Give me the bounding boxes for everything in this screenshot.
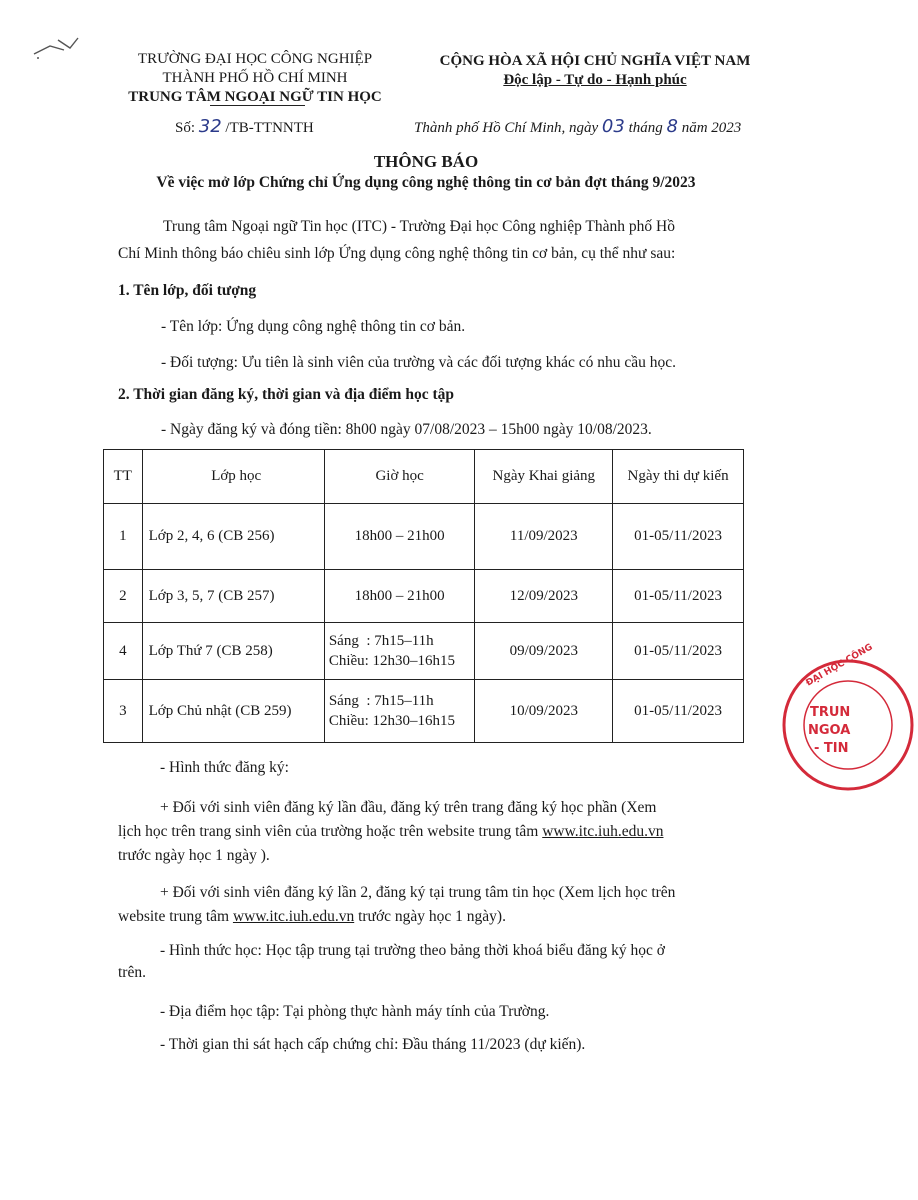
exam-time: - Thời gian thi sát hạch cấp chứng chỉ: Đầu tháng 11/2023 (dự kiến). bbox=[160, 1036, 586, 1053]
table-header-row bbox=[104, 450, 744, 504]
second-time-text-pre: website trung tâm bbox=[118, 908, 230, 925]
second-time-line-1: + Đối với sinh viên đăng ký lần 2, đăng ký tại trung tâm tin học (Xem lịch học trên bbox=[160, 884, 676, 901]
cell-open-date: 11/09/2023 bbox=[475, 504, 613, 570]
second-time-text-post: trước ngày học 1 ngày). bbox=[358, 908, 506, 925]
date-prefix: Thành phố Hồ Chí Minh, ngày bbox=[414, 120, 599, 136]
cell-time: 18h00 – 21h00 bbox=[324, 570, 475, 623]
section-1-item-audience: - Đối tượng: Ưu tiên là sinh viên của trường và các đối tượng khác có nhu cầu học. bbox=[161, 354, 677, 371]
cell-class: Lớp 3, 5, 7 (CB 257) bbox=[142, 570, 324, 623]
cell-tt: 1 bbox=[104, 504, 143, 570]
registration-period: - Ngày đăng ký và đóng tiền: 8h00 ngày 07/08/2023 – 15h00 ngày 10/08/2023. bbox=[161, 421, 652, 438]
first-time-text: lịch học trên trang sinh viên của trường hoặc trên website trung tâm bbox=[118, 823, 539, 840]
cell-exam-date: 01-05/11/2023 bbox=[613, 504, 744, 570]
cell-time-afternoon: Chiều: 12h30–16h15 bbox=[328, 713, 456, 729]
cell-class: Lớp 2, 4, 6 (CB 256) bbox=[142, 504, 324, 570]
issuer-university: TRƯỜNG ĐẠI HỌC CÔNG NGHIỆP bbox=[137, 51, 373, 67]
col-header-time: Giờ học bbox=[324, 450, 475, 504]
doc-number-suffix: /TB-TTNNTH bbox=[225, 120, 314, 136]
official-stamp bbox=[778, 642, 875, 794]
document-number bbox=[175, 116, 314, 137]
cell-tt: 4 bbox=[104, 623, 143, 680]
issuer-block bbox=[110, 50, 400, 107]
col-header-class: Lớp học bbox=[142, 450, 324, 504]
doc-number-prefix: Số: bbox=[175, 120, 196, 136]
table-row bbox=[104, 623, 744, 680]
cell-time bbox=[324, 623, 475, 680]
stamp-line-3: - TIN bbox=[814, 741, 849, 756]
center-website-link[interactable]: www.itc.iuh.edu.vn bbox=[232, 908, 355, 925]
pen-mark bbox=[30, 32, 90, 62]
cell-time bbox=[324, 680, 475, 743]
issuer-underline bbox=[210, 105, 305, 106]
cell-class: Lớp Thứ 7 (CB 258) bbox=[142, 623, 324, 680]
cell-open-date: 09/09/2023 bbox=[475, 623, 613, 680]
date-day: 03 bbox=[601, 116, 625, 137]
document-date bbox=[414, 116, 741, 137]
study-form-line-2: trên. bbox=[118, 964, 146, 981]
col-header-tt: TT bbox=[104, 450, 143, 504]
cell-exam-date: 01-05/11/2023 bbox=[613, 570, 744, 623]
cell-time: 18h00 – 21h00 bbox=[324, 504, 475, 570]
issuer-city: THÀNH PHỐ HỒ CHÍ MINH bbox=[162, 70, 348, 86]
stamp-ring-text: ĐẠI HỌC CÔNG bbox=[804, 642, 875, 689]
cell-tt: 2 bbox=[104, 570, 143, 623]
cell-time-morning: Sáng : 7h15–11h bbox=[328, 693, 434, 709]
cell-time-morning: Sáng : 7h15–11h bbox=[328, 633, 434, 649]
first-time-line-2 bbox=[118, 821, 663, 843]
cell-open-date: 10/09/2023 bbox=[475, 680, 613, 743]
study-form-line-1: - Hình thức học: Học tập trung tại trường theo bảng thời khoá biểu đăng ký học ở bbox=[160, 942, 665, 959]
national-name: CỘNG HÒA XÃ HỘI CHỦ NGHĨA VIỆT NAM bbox=[439, 53, 751, 69]
col-header-open: Ngày Khai giảng bbox=[475, 450, 613, 504]
issuer-center-name: TRUNG TÂM NGOẠI NGỮ TIN HỌC bbox=[128, 89, 382, 105]
cell-exam-date: 01-05/11/2023 bbox=[613, 623, 744, 680]
section-1-heading: 1. Tên lớp, đối tượng bbox=[118, 282, 257, 299]
national-motto-block bbox=[415, 52, 775, 90]
doc-number-handwritten: 32 bbox=[198, 116, 222, 137]
col-header-exam: Ngày thi dự kiến bbox=[613, 450, 744, 504]
section-1-item-name: - Tên lớp: Ứng dụng công nghệ thông tin cơ bản. bbox=[161, 318, 466, 335]
table-row bbox=[104, 504, 744, 570]
stamp-line-1: TRUN bbox=[810, 705, 851, 720]
cell-open-date: 12/09/2023 bbox=[475, 570, 613, 623]
date-month: 8 bbox=[666, 116, 678, 137]
table-row bbox=[104, 680, 744, 743]
stamp-seal bbox=[778, 642, 918, 794]
cell-time-afternoon: Chiều: 12h30–16h15 bbox=[328, 653, 456, 669]
second-time-line-2 bbox=[118, 906, 506, 928]
cell-class: Lớp Chủ nhật (CB 259) bbox=[142, 680, 324, 743]
section-2-heading: 2. Thời gian đăng ký, thời gian và địa điểm học tập bbox=[118, 386, 455, 403]
registration-form-heading: - Hình thức đăng ký: bbox=[160, 759, 289, 776]
first-time-line-1: + Đối với sinh viên đăng ký lần đầu, đăng ký trên trang đăng ký học phần (Xem bbox=[160, 799, 657, 816]
date-year: năm 2023 bbox=[681, 120, 742, 136]
intro-line-2: Chí Minh thông báo chiêu sinh lớp Ứng dụng công nghệ thông tin cơ bản, cụ thể như sau: bbox=[118, 245, 676, 262]
table-row bbox=[104, 570, 744, 623]
document-title: THÔNG BÁO bbox=[373, 152, 479, 171]
stamp-line-2: NGOA bbox=[808, 723, 851, 738]
schedule-table bbox=[103, 449, 744, 743]
cell-exam-date: 01-05/11/2023 bbox=[613, 680, 744, 743]
intro-line-1: Trung tâm Ngoại ngữ Tin học (ITC) - Trường Đại học Công nghiệp Thành phố Hồ bbox=[163, 218, 675, 235]
study-location: - Địa điểm học tập: Tại phòng thực hành máy tính của Trường. bbox=[160, 1003, 550, 1020]
document-subtitle: Về việc mở lớp Chứng chỉ Ứng dụng công nghệ thông tin cơ bản đợt tháng 9/2023 bbox=[156, 174, 696, 191]
date-month-label: tháng bbox=[628, 120, 663, 136]
center-website-link[interactable]: www.itc.iuh.edu.vn bbox=[542, 823, 664, 840]
first-time-line-3: trước ngày học 1 ngày ). bbox=[118, 847, 270, 864]
national-motto: Độc lập - Tự do - Hạnh phúc bbox=[503, 72, 687, 88]
cell-tt: 3 bbox=[104, 680, 143, 743]
